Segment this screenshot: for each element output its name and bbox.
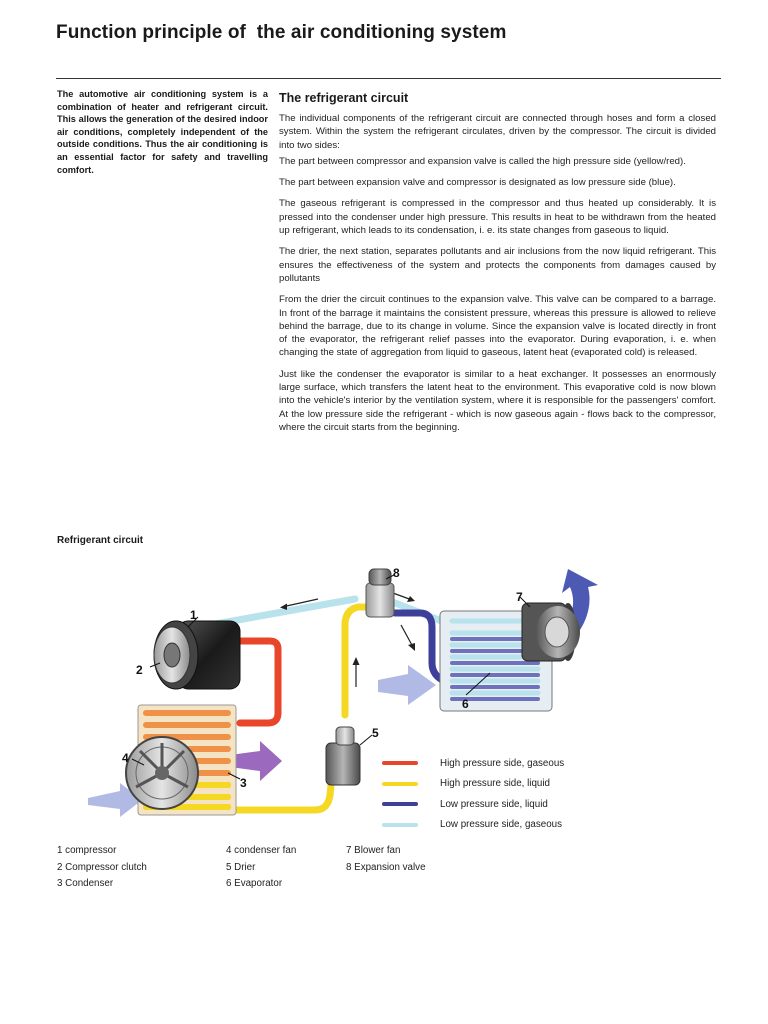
callout-5: 5 <box>372 726 379 740</box>
callout-2: 2 <box>136 663 143 677</box>
legend-item <box>382 774 622 795</box>
blower-fan <box>522 603 580 661</box>
paragraph: The drier, the next station, separates pollutants and air inclusions from the now liquid refrigerant. This ensures the effectiveness of the system and protects the components from damages caused by pollutants <box>279 246 716 284</box>
legend-label: Low pressure side, gaseous <box>440 819 562 831</box>
expansion-valve <box>366 569 394 617</box>
legend-swatch <box>382 782 418 786</box>
paragraph: From the drier the circuit continues to the expansion valve. This valve can be compared to a barrage. In front of the barrage it maintains the consistent pressure, whereas this pressure is allowed to relieve behind the barrage, due to its change in volume. Since the expansion valve is located directly in front of the evaporator, the refrigerant relief passes into the evaporator. During evaporation, i. e. when changing the state of aggregation from liquid to gaseous, latent heat (evaporated cold) is released. <box>279 294 716 359</box>
condenser-fan <box>126 737 198 809</box>
callout-1: 1 <box>190 608 197 622</box>
drier <box>326 727 360 785</box>
legend-swatch <box>382 823 418 827</box>
parts-list-column <box>226 843 296 893</box>
part-item: 6 Evaporator <box>226 878 283 889</box>
part-item: 3 Condenser <box>57 878 114 889</box>
page-title: Function principle of the air conditioning system <box>56 22 507 43</box>
callout-8: 8 <box>393 566 400 580</box>
legend-item <box>382 794 622 815</box>
part-item: 4 condenser fan <box>226 845 297 856</box>
legend-swatch <box>382 802 418 806</box>
part-item: 7 Blower fan <box>346 845 401 856</box>
header-divider <box>56 78 721 79</box>
callout-6: 6 <box>462 697 469 711</box>
body-text <box>279 112 716 442</box>
legend-label: High pressure side, liquid <box>440 778 550 790</box>
intro-text: The automotive air conditioning system is a combination of heater and refrigerant circuit. This allows the generation of the desired indoor air conditions, completely independent of the outside conditions. Thus the air conditioning is an essential factor for safety and travelling comfort. <box>57 89 268 175</box>
legend-label: Low pressure side, liquid <box>440 798 548 810</box>
paragraph: The gaseous refrigerant is compressed in the compressor and thus heated up considerably. It is pressed into the condenser under high pressure. This results in heat to be withdrawn from the heated up refrigerant, which leads to its condensation, i. e. its state changes from gaseous to liquid. <box>279 198 716 237</box>
part-item: 8 Expansion valve <box>346 861 426 873</box>
part-item: 5 Drier <box>226 861 256 873</box>
warm-air-arrow <box>230 741 282 781</box>
paragraph: The individual components of the refrigerant circuit are connected through hoses and form a closed system. Within the system the refrigerant circulates, driven by the compressor. The circuit is divided into two sides: <box>279 113 716 151</box>
paragraph: The part between expansion valve and compressor is designated as low pressure side (blue). <box>279 177 676 189</box>
legend-label: High pressure side, gaseous <box>440 757 565 769</box>
compressor <box>154 621 240 689</box>
part-item: 2 Compressor clutch <box>57 861 147 873</box>
callout-7: 7 <box>516 590 523 604</box>
callout-4: 4 <box>122 751 129 765</box>
legend-item <box>382 815 622 836</box>
paragraph: The part between compressor and expansion valve is called the high pressure side (yellow/red). <box>279 155 686 167</box>
flow-direction-arrow <box>401 625 415 651</box>
callout-3: 3 <box>240 776 247 790</box>
evaporator-air-inflow-arrow <box>378 665 436 705</box>
legend-item <box>382 753 622 774</box>
parts-list-column <box>346 843 426 876</box>
figure-heading: Refrigerant circuit <box>57 535 144 546</box>
section-heading: The refrigerant circuit <box>279 91 409 105</box>
part-item: 1 compressor <box>57 845 117 856</box>
paragraph: Just like the condenser the evaporator is similar to a heat exchanger. It possesses an enormously large surface, which transfers the latent heat to the environment. This evaporative cold is now blown into the vehicle's interior by the ventilation system, where it is responsible for the passengers' comfort. At the low pressure side the refrigerant - which is now gaseous again - flows back to the compressor, where the circuit starts from the beginning. <box>279 368 716 433</box>
flow-direction-arrow <box>353 657 360 687</box>
parts-list-column <box>57 843 147 893</box>
legend-swatch <box>382 761 418 765</box>
pipe-color-legend <box>382 753 622 835</box>
